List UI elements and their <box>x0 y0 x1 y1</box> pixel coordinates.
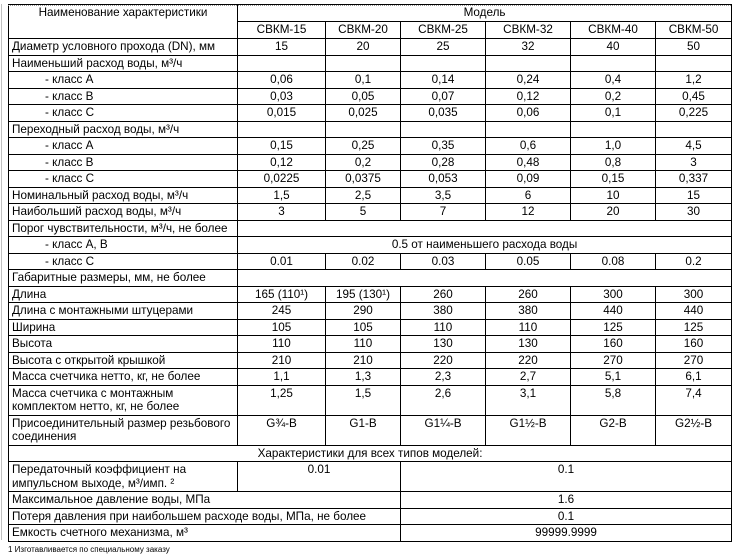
value-cell: 15 <box>238 39 326 56</box>
table-row <box>9 39 732 56</box>
value-cell: 380 <box>401 303 486 320</box>
table-row <box>9 121 732 138</box>
value-cell: 4,5 <box>656 138 732 155</box>
value-cell: 0,03 <box>238 88 326 105</box>
value-cell: 10 <box>571 187 656 204</box>
row-label-cell: Габаритные размеры, мм, не более <box>9 270 238 287</box>
table-row <box>9 352 732 369</box>
value-cell: 1,3 <box>326 369 401 386</box>
table-row <box>9 154 732 171</box>
row-label-cell: Наибольший расход воды, м³/ч <box>9 204 238 221</box>
value-cell: 32 <box>486 39 571 56</box>
value-cell: 160 <box>571 336 656 353</box>
value-cell: 0,225 <box>656 105 732 122</box>
value-cell: 220 <box>486 352 571 369</box>
value-cell: 0,45 <box>656 88 732 105</box>
merged-value-cell: 99999.9999 <box>401 525 732 542</box>
value-cell: 7 <box>401 204 486 221</box>
value-cell: 0,053 <box>401 171 486 188</box>
table-row <box>9 253 732 270</box>
row-label-cell: Длина с монтажными штуцерами <box>9 303 238 320</box>
value-cell: 0,2 <box>326 154 401 171</box>
value-cell: 110 <box>238 336 326 353</box>
row-label-cell: - класс А <box>9 72 238 89</box>
table-row <box>9 138 732 155</box>
value-cell <box>571 121 656 138</box>
value-cell: 1,2 <box>656 72 732 89</box>
value-cell: 125 <box>656 319 732 336</box>
value-cell: 270 <box>656 352 732 369</box>
value-cell: 5,8 <box>571 385 656 415</box>
value-cell: 2,6 <box>401 385 486 415</box>
value-cell: 195 (130¹) <box>326 286 401 303</box>
merged-value-cell: 0.5 от наименьшего расхода воды <box>238 237 732 254</box>
row-label-cell: - класс С <box>9 171 238 188</box>
row-label-cell: Высота с открытой крышкой <box>9 352 238 369</box>
table-row <box>9 286 732 303</box>
value-cell: 165 (110¹) <box>238 286 326 303</box>
value-cell: 110 <box>486 319 571 336</box>
value-cell <box>326 55 401 72</box>
row-label-cell: Масса счетчика нетто, кг, не более <box>9 369 238 386</box>
row-label-cell: - класс А, В <box>9 237 238 254</box>
value-cell: 3,5 <box>401 187 486 204</box>
value-cell: 0,28 <box>401 154 486 171</box>
value-cell: 0,035 <box>401 105 486 122</box>
table-row <box>9 72 732 89</box>
row-label-cell: Диаметр условного прохода (DN), мм <box>9 39 238 56</box>
value-cell: 12 <box>486 204 571 221</box>
value-cell: 0,48 <box>486 154 571 171</box>
value-cell: 0.05 <box>486 253 571 270</box>
merged-value-cell: 0.1 <box>401 508 732 525</box>
value-cell: 0,12 <box>486 88 571 105</box>
value-cell: 15 <box>656 187 732 204</box>
value-cell: 210 <box>326 352 401 369</box>
row-label-cell: - класс В <box>9 154 238 171</box>
value-cell: 0,0375 <box>326 171 401 188</box>
value-cell: 5 <box>326 204 401 221</box>
value-cell: 3 <box>238 204 326 221</box>
row-label-cell: - класс А <box>9 138 238 155</box>
value-cell: 210 <box>238 352 326 369</box>
value-cell: 245 <box>238 303 326 320</box>
value-cell: 0,4 <box>571 72 656 89</box>
value-cell <box>238 55 326 72</box>
value-cell: 0,24 <box>486 72 571 89</box>
value-cell: 0.02 <box>326 253 401 270</box>
value-cell <box>401 121 486 138</box>
table-row <box>9 336 732 353</box>
row-label-cell: - класс С <box>9 253 238 270</box>
value-cell: 20 <box>571 204 656 221</box>
value-cell: 160 <box>656 336 732 353</box>
characteristic-header-cell: Наименование характеристики <box>9 5 238 39</box>
table-row <box>9 105 732 122</box>
row-label-cell: Присоединительный размер резьбового соединения <box>9 415 238 445</box>
value-cell: G2-B <box>571 415 656 445</box>
section-header-cell: Характеристики для всех типов моделей: <box>9 445 732 462</box>
value-cell: 0,09 <box>486 171 571 188</box>
value-cell: 110 <box>401 319 486 336</box>
value-cell: 6 <box>486 187 571 204</box>
table-row <box>9 171 732 188</box>
table-row <box>9 369 732 386</box>
row-label-cell: Ширина <box>9 319 238 336</box>
value-cell: 1,0 <box>571 138 656 155</box>
table-row <box>9 220 732 237</box>
model-header-cell: СВКМ-40 <box>571 22 656 39</box>
model-header-cell: СВКМ-32 <box>486 22 571 39</box>
row-label-cell: Порог чувствительности, м³/ч, не более <box>9 220 238 237</box>
row-label-cell: Наименьший расход воды, м³/ч <box>9 55 238 72</box>
value-cell: 125 <box>571 319 656 336</box>
value-cell: 20 <box>326 39 401 56</box>
table-row <box>9 492 732 509</box>
value-cell <box>571 55 656 72</box>
model-header-cell: СВКМ-20 <box>326 22 401 39</box>
value-cell: 0,15 <box>238 138 326 155</box>
value-cell: 260 <box>401 286 486 303</box>
row-label-cell: Длина <box>9 286 238 303</box>
table-row <box>9 385 732 415</box>
value-cell: 0.03 <box>401 253 486 270</box>
value-cell: 30 <box>656 204 732 221</box>
value-cell: 260 <box>486 286 571 303</box>
value-cell: 0,25 <box>326 138 401 155</box>
value-cell: 0,015 <box>238 105 326 122</box>
value-cell <box>486 55 571 72</box>
value-cell: 0,0225 <box>238 171 326 188</box>
value-cell: 440 <box>571 303 656 320</box>
table-row <box>9 187 732 204</box>
table-row <box>9 270 732 287</box>
split-right-value-cell: 0.1 <box>401 462 732 492</box>
value-cell: 0,07 <box>401 88 486 105</box>
value-cell <box>656 121 732 138</box>
footnote: 1 Изготавливается по специальному заказу <box>8 544 170 554</box>
table-row <box>9 55 732 72</box>
header-row-characteristic <box>9 5 732 22</box>
value-cell: 380 <box>486 303 571 320</box>
value-cell: 0.08 <box>571 253 656 270</box>
table-row <box>9 508 732 525</box>
value-cell: 270 <box>571 352 656 369</box>
value-cell: 7,4 <box>656 385 732 415</box>
value-cell: G¾-B <box>238 415 326 445</box>
merged-value-cell <box>238 220 732 237</box>
spec-table <box>8 4 732 542</box>
top-guide-line <box>8 5 731 6</box>
value-cell: 0,14 <box>401 72 486 89</box>
row-label-cell: Максимальное давление воды, МПа <box>9 492 401 509</box>
value-cell: 0,15 <box>571 171 656 188</box>
value-cell: 0,35 <box>401 138 486 155</box>
value-cell: 0,05 <box>326 88 401 105</box>
model-group-header-cell: Модель <box>238 5 732 22</box>
value-cell: 0,2 <box>571 88 656 105</box>
value-cell: G1¼-B <box>401 415 486 445</box>
table-row <box>9 525 732 542</box>
table-row <box>9 303 732 320</box>
value-cell: 2,3 <box>401 369 486 386</box>
page-edge-line <box>1 4 2 540</box>
value-cell: 0,06 <box>238 72 326 89</box>
value-cell: 1,1 <box>238 369 326 386</box>
table-row <box>9 204 732 221</box>
value-cell: 105 <box>326 319 401 336</box>
value-cell: G1-B <box>326 415 401 445</box>
value-cell: 0,06 <box>486 105 571 122</box>
value-cell <box>656 55 732 72</box>
value-cell: 110 <box>326 336 401 353</box>
value-cell: 1,5 <box>238 187 326 204</box>
row-label-cell: Передаточный коэффициент на импульсном выходе, м³/имп. ² <box>9 462 238 492</box>
value-cell: 130 <box>486 336 571 353</box>
split-left-value-cell: 0.01 <box>238 462 401 492</box>
value-cell: 0.01 <box>238 253 326 270</box>
row-label-cell: Номинальный расход воды, м³/ч <box>9 187 238 204</box>
row-label-cell: Емкость счетного механизма, м³ <box>9 525 401 542</box>
model-header-cell: СВКМ-25 <box>401 22 486 39</box>
value-cell: 0,8 <box>571 154 656 171</box>
value-cell: 0,12 <box>238 154 326 171</box>
spec-table-body <box>9 39 732 542</box>
value-cell: 300 <box>656 286 732 303</box>
value-cell: 290 <box>326 303 401 320</box>
value-cell: 3,1 <box>486 385 571 415</box>
value-cell <box>486 121 571 138</box>
model-header-cell: СВКМ-15 <box>238 22 326 39</box>
table-row <box>9 88 732 105</box>
table-row <box>9 415 732 445</box>
value-cell: 1,25 <box>238 385 326 415</box>
value-cell: 2,5 <box>326 187 401 204</box>
value-cell: 6,1 <box>656 369 732 386</box>
value-cell: 25 <box>401 39 486 56</box>
value-cell: 50 <box>656 39 732 56</box>
value-cell: 0,025 <box>326 105 401 122</box>
row-label-cell: Масса счетчика с монтажным комплектом нетто, кг, не более <box>9 385 238 415</box>
value-cell: 300 <box>571 286 656 303</box>
value-cell: 1,5 <box>326 385 401 415</box>
value-cell <box>326 121 401 138</box>
value-cell: 0,337 <box>656 171 732 188</box>
value-cell: 0,6 <box>486 138 571 155</box>
value-cell: 220 <box>401 352 486 369</box>
table-row <box>9 445 732 462</box>
table-row <box>9 319 732 336</box>
model-header-cell: СВКМ-50 <box>656 22 732 39</box>
table-row <box>9 462 732 492</box>
row-label-cell: Переходный расход воды, м³/ч <box>9 121 238 138</box>
row-label-cell: - класс В <box>9 88 238 105</box>
value-cell: 5,1 <box>571 369 656 386</box>
value-cell: 440 <box>656 303 732 320</box>
value-cell: G1½-B <box>486 415 571 445</box>
value-cell: 130 <box>401 336 486 353</box>
value-cell: G2½-B <box>656 415 732 445</box>
table-row <box>9 237 732 254</box>
value-cell: 105 <box>238 319 326 336</box>
value-cell: 0.2 <box>656 253 732 270</box>
merged-value-cell: 1.6 <box>401 492 732 509</box>
value-cell <box>238 121 326 138</box>
value-cell <box>401 55 486 72</box>
value-cell: 3 <box>656 154 732 171</box>
row-label-cell: Потеря давления при наибольшем расходе воды, МПа, не более <box>9 508 401 525</box>
merged-value-cell <box>238 270 732 287</box>
row-label-cell: Высота <box>9 336 238 353</box>
value-cell: 2,7 <box>486 369 571 386</box>
value-cell: 0,1 <box>326 72 401 89</box>
row-label-cell: - класс С <box>9 105 238 122</box>
value-cell: 0,1 <box>571 105 656 122</box>
value-cell: 40 <box>571 39 656 56</box>
